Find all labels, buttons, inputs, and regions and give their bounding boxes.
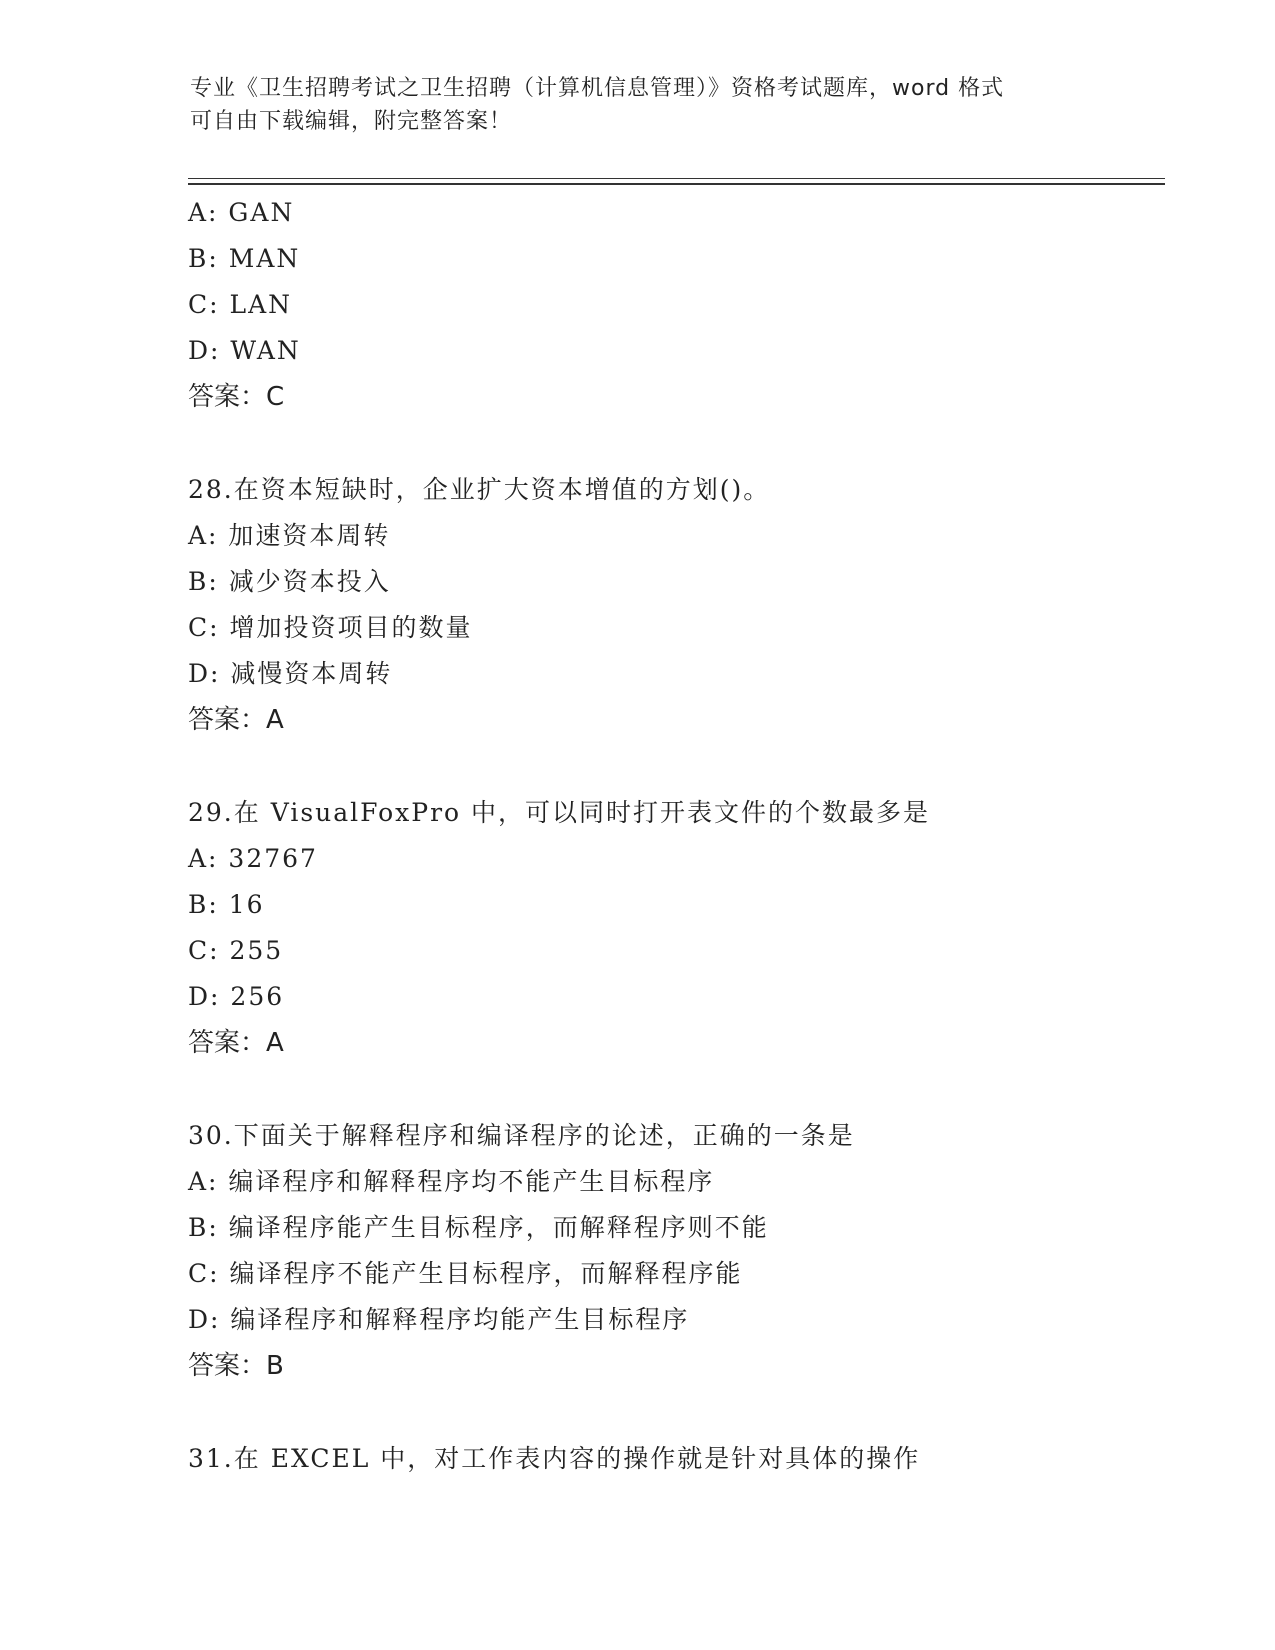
document-header [190, 72, 1070, 138]
question-29 [188, 790, 1188, 1066]
option-a: A: 32767 [188, 844, 318, 873]
header-line-1: 专业《卫生招聘考试之卫生招聘（计算机信息管理）》资格考试题库，word 格式 [190, 76, 1005, 101]
option-d: D: WAN [188, 336, 301, 365]
question-stem: 31.在 EXCEL 中，对工作表内容的操作就是针对具体的操作 [188, 1444, 921, 1473]
option-a: A: GAN [188, 198, 295, 227]
option-c: C: 255 [188, 936, 284, 965]
question-28 [188, 467, 1188, 743]
option-a: A: 编译程序和解释程序均不能产生目标程序 [188, 1167, 715, 1196]
option-d: D: 256 [188, 982, 285, 1011]
answer: 答案：C [188, 382, 285, 412]
question-list [188, 190, 1188, 1482]
header-divider-thick [188, 183, 1165, 185]
question-stem: 30.下面关于解释程序和编译程序的论述，正确的一条是 [188, 1121, 855, 1150]
question-27 [188, 190, 1188, 420]
answer: 答案：B [188, 1351, 284, 1381]
option-b: B: 16 [188, 890, 265, 919]
question-30 [188, 1113, 1188, 1389]
option-a: A: 加速资本周转 [188, 521, 391, 550]
option-c: C: 增加投资项目的数量 [188, 613, 473, 642]
option-b: B: MAN [188, 244, 301, 273]
answer: 答案：A [188, 705, 284, 735]
question-31 [188, 1436, 1188, 1482]
option-b: B: 编译程序能产生目标程序，而解释程序则不能 [188, 1213, 769, 1242]
option-c: C: 编译程序不能产生目标程序，而解释程序能 [188, 1259, 743, 1288]
option-b: B: 减少资本投入 [188, 567, 391, 596]
option-d: D: 编译程序和解释程序均能产生目标程序 [188, 1305, 690, 1334]
question-stem: 29.在 VisualFoxPro 中，可以同时打开表文件的个数最多是 [188, 798, 931, 827]
option-c: C: LAN [188, 290, 293, 319]
question-stem: 28.在资本短缺时，企业扩大资本增值的方划()。 [188, 475, 771, 504]
answer: 答案：A [188, 1028, 284, 1058]
option-d: D: 减慢资本周转 [188, 659, 393, 688]
header-divider-thin [188, 178, 1165, 179]
header-line-2: 可自由下载编辑，附完整答案！ [190, 109, 513, 134]
